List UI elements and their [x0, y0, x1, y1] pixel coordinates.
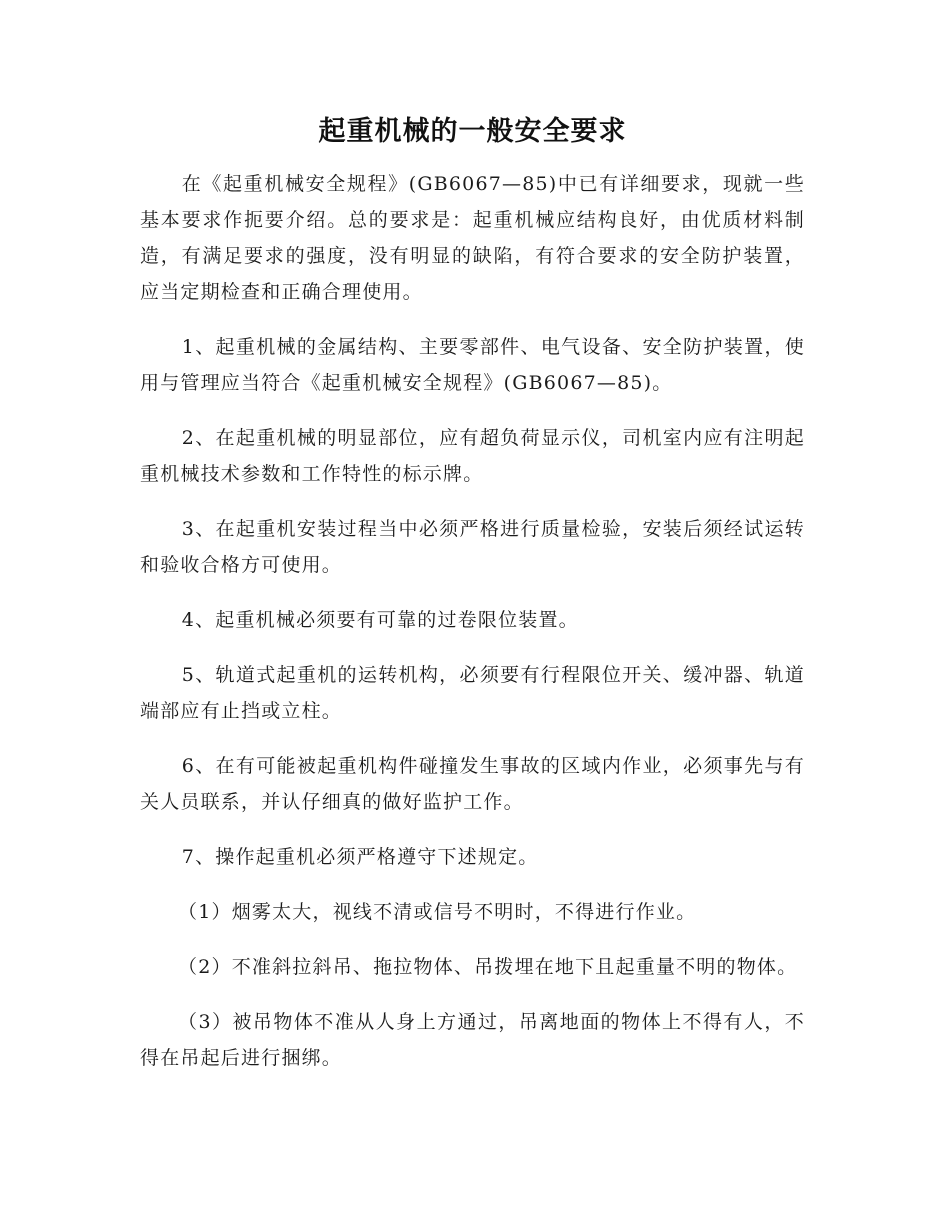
sub-list-item: （2）不准斜拉斜吊、拖拉物体、吊拨埋在地下且起重量不明的物体。: [178, 956, 798, 978]
list-item: 4、起重机械必须要有可靠的过卷限位装置。: [181, 609, 579, 631]
list-item: 5、轨道式起重机的运转机构，必须要有行程限位开关、缓冲器、轨道端部应有止挡或立柱。: [140, 664, 805, 722]
sub-list-item: （1）烟雾太大，视线不清或信号不明时，不得进行作业。: [178, 901, 697, 923]
list-item: 3、在起重机安装过程当中必须严格进行质量检验，安装后须经试运转和验收合格方可使用。: [140, 518, 805, 576]
list-item: 2、在起重机械的明显部位，应有超负荷显示仪，司机室内应有注明起重机械技术参数和工作特性的标示牌。: [140, 427, 805, 485]
document-title: 起重机械的一般安全要求: [318, 116, 627, 147]
list-item: 1、起重机械的金属结构、主要零部件、电气设备、安全防护装置，使用与管理应当符合《起重机械安全规程》(GB6067—85)。: [140, 336, 805, 394]
list-item: 6、在有可能被起重机构件碰撞发生事故的区域内作业，必须事先与有关人员联系，并认仔细真的做好监护工作。: [140, 755, 805, 813]
sub-list-item: （3）被吊物体不准从人身上方通过，吊离地面的物体上不得有人，不得在吊起后进行捆绑。: [140, 1011, 805, 1069]
list-item: 7、操作起重机必须严格遵守下述规定。: [181, 846, 539, 868]
intro-paragraph: 在《起重机械安全规程》(GB6067—85)中已有详细要求，现就一些基本要求作扼要介绍。总的要求是：起重机械应结构良好，由优质材料制造，有满足要求的强度，没有明显的缺陷，有符合要求的安全防护装置，应当定期检查和正确合理使用。: [140, 173, 805, 303]
